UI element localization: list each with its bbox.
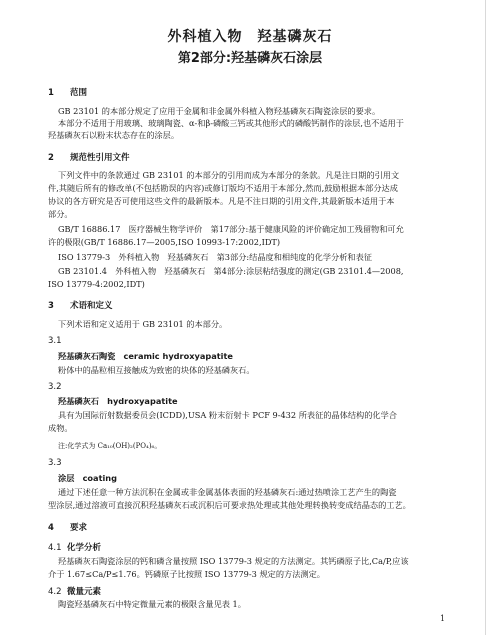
paragraph-line: 件,其随后所有的修改单(不包括勘误的内容)或修订版均不适用于本部分,然而,鼓励根据本部分达成 <box>48 183 398 193</box>
paragraph-line: 下列术语和定义适用于 GB 23101 的本部分。 <box>58 319 228 329</box>
paragraph-line: 陶瓷羟基磷灰石中特定微量元素的极限含量见表 1。 <box>58 599 246 609</box>
section-title: 范围 <box>70 88 88 98</box>
subsection-title: 微量元素 <box>66 587 101 597</box>
section-3-heading <box>48 299 113 311</box>
paragraph-line: 羟基磷灰石以粉末状态存在的涂层。 <box>48 130 180 140</box>
term-title: 羟基磷灰石陶瓷 ceramic hydroxyapatite <box>58 351 233 361</box>
paragraph-line: GB 23101 的本部分规定了应用于金属和非金属外科植入物羟基磷灰石陶瓷涂层的要求。 <box>58 106 381 116</box>
reference-line: GB/T 16886.17 医疗器械生物学评价 第17部分:基于健康风险的评价确定加工残留物和可允 <box>58 224 404 234</box>
term-definition: 成物。 <box>48 423 73 433</box>
reference-line: GB 23101.4 外科植入物 羟基磷灰石 第4部分:涂层粘结强度的测定(GB 23101.4—2008, <box>58 266 404 276</box>
paragraph-line: 介于 1.67≤Ca/P≤1.76。钙磷原子比按照 ISO 13779-3 规定的方法测定。 <box>48 569 325 579</box>
page-number: 1 <box>440 614 446 623</box>
paragraph-line: 羟基磷灰石陶瓷涂层的钙和磷含量按照 ISO 13779-3 规定的方法测定。其钙磷原子比,Ca/P,应该 <box>58 556 409 566</box>
section-4-heading <box>48 521 87 533</box>
section-title: 要求 <box>70 523 88 533</box>
term-note: 注:化学式为 Ca₁₀(OH)₂(PO₄)₆。 <box>58 442 162 450</box>
section-number: 1 <box>48 88 54 98</box>
subsection-4-2-heading <box>48 585 101 597</box>
paragraph-line: 下列文件中的条款通过 GB 23101 的本部分的引用而成为本部分的条款。凡是注日期的引用文 <box>58 170 400 180</box>
reference-line: 许的极限(GB/T 16886.17—2005,ISO 10993-17:2002,IDT) <box>48 237 281 247</box>
term-definition: 粉体中的晶粒相互接触成为致密的块体的羟基磷灰石。 <box>58 365 255 375</box>
section-number: 4 <box>48 523 54 533</box>
subsection-title: 化学分析 <box>66 543 101 553</box>
section-number: 3 <box>48 301 54 311</box>
page-edge <box>485 0 486 635</box>
term-definition: 通过下述任意一种方法沉积在金属或非金属基体表面的羟基磷灰石:通过热喷涂工艺产生的陶瓷 <box>58 487 397 497</box>
term-number: 3.3 <box>48 458 62 468</box>
term-number: 3.2 <box>48 382 62 392</box>
term-definition: 型涂层,通过溶液可直接沉积羟基磷灰石或沉积后可要求热处理或其他处理转换转变成结晶态的工艺。 <box>48 500 411 510</box>
subsection-4-1-heading <box>48 541 101 553</box>
term-number: 3.1 <box>48 336 62 346</box>
paragraph-line: 协议的各方研究是否可使用这些文件的最新版本。凡是不注日期的引用文件,其最新版本适用于本 <box>48 196 395 206</box>
paragraph-line: 部分。 <box>48 209 73 219</box>
reference-line: ISO 13779-3 外科植入物 羟基磷灰石 第3部分:结晶度和相纯度的化学分析和表征 <box>58 252 372 262</box>
term-title: 涂层 coating <box>58 473 117 483</box>
section-2-heading <box>48 151 130 163</box>
section-title: 规范性引用文件 <box>70 153 130 163</box>
subsection-number: 4.2 <box>48 587 62 597</box>
section-number: 2 <box>48 153 54 163</box>
document-subtitle: 第2部分:羟基磷灰石涂层 <box>177 51 323 66</box>
subsection-number: 4.1 <box>48 543 62 553</box>
section-title: 术语和定义 <box>70 301 113 311</box>
term-definition: 具有为国际衍射数据委员会(ICDD),USA 粉末衍射卡 PCF 9-432 所表征的晶体结构的化学合 <box>58 410 397 420</box>
document-title: 外科植入物 羟基磷灰石 <box>167 29 333 45</box>
reference-line: ISO 13779-4:2002,IDT) <box>48 279 145 289</box>
section-1-heading <box>48 86 87 98</box>
term-title: 羟基磷灰石 hydroxyapatite <box>58 396 178 406</box>
paragraph-line: 本部分不适用于用玻璃、玻璃陶瓷、α-和β-磷酸三钙或其他形式的磷酸钙制作的涂层,也不适用于 <box>58 118 404 128</box>
